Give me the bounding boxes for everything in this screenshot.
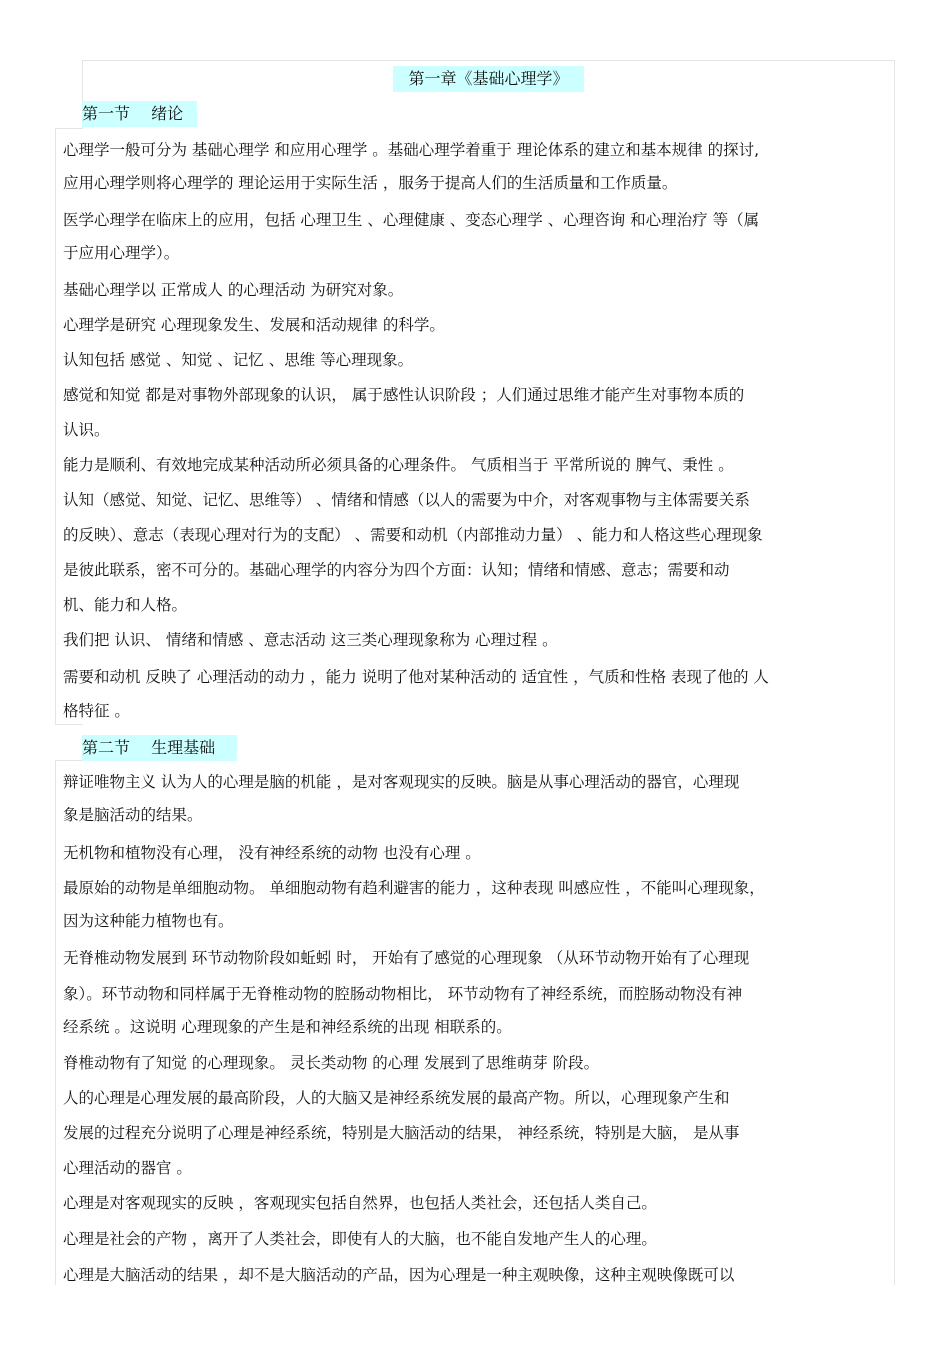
frame-corner <box>55 760 83 761</box>
chapter-title: 第一章《基础心理学》 <box>393 66 584 92</box>
body-line: 最原始的动物是单细胞动物。 单细胞动物有趋利避害的能力 ，这种表现 叫感应性 ，不能叫心理现象， <box>63 879 765 897</box>
frame-corner <box>55 128 83 129</box>
section-heading: 第二节 生理基础 <box>82 735 237 761</box>
frame-corner <box>55 724 83 725</box>
body-line: 心理活动的器官 。 <box>63 1159 192 1177</box>
body-line: 我们把 认识、 情绪和情感 、意志活动 这三类心理现象称为 心理过程 。 <box>63 631 558 649</box>
body-line: 能力是顺利、有效地完成某种活动所必须具备的心理条件。 气质相当于 平常所说的 脾气、秉性 。 <box>63 456 734 474</box>
body-line: 因为这种能力植物也有。 <box>63 912 234 930</box>
body-line: 感觉和知觉 都是对事物外部现象的认识， 属于感性认识阶段 ；人们通过思维才能产生对事物本质的 <box>63 386 745 404</box>
body-line: 机、能力和人格。 <box>63 596 188 614</box>
body-line: 象是脑活动的结果。 <box>63 806 203 824</box>
body-line: 医学心理学在临床上的应用，包括 心理卫生 、心理健康 、变态心理学 、心理咨询 和心理治疗 等（属 <box>63 211 760 229</box>
body-line: 心理是大脑活动的结果 ，却不是大脑活动的产品，因为心理是一种主观映像，这种主观映像既可以 <box>63 1266 735 1284</box>
body-line: 经系统 。这说明 心理现象的产生是和神经系统的出现 相联系的。 <box>63 1018 512 1036</box>
body-line: 心理是对客观现实的反映 ，客观现实包括自然界，也包括人类社会，还包括人类自己。 <box>63 1194 657 1212</box>
body-line: 象）。环节动物和同样属于无脊椎动物的腔肠动物相比， 环节动物有了神经系统，而腔肠动物没有神 <box>63 985 743 1003</box>
body-line: 发展的过程充分说明了心理是神经系统，特别是大脑活动的结果， 神经系统，特别是大脑， 是从事 <box>63 1124 740 1142</box>
body-line: 心理是社会的产物 ，离开了人类社会，即使有人的大脑，也不能自发地产生人的心理。 <box>63 1230 657 1248</box>
body-line: 格特征 。 <box>63 702 130 720</box>
frame-left-border <box>55 128 56 724</box>
body-line: 无机物和植物没有心理， 没有神经系统的动物 也没有心理 。 <box>63 844 481 862</box>
frame-top-border <box>82 60 895 61</box>
body-line: 无脊椎动物发展到 环节动物阶段如蚯蚓 时， 开始有了感觉的心理现象 （从环节动物开始有了心理现 <box>63 949 750 967</box>
section-heading: 第一节 绪论 <box>82 101 197 127</box>
frame-left-border <box>55 760 56 1285</box>
body-line: 人的心理是心理发展的最高阶段，人的大脑又是神经系统发展的最高产物。所以，心理现象产生和 <box>63 1089 730 1107</box>
body-line: 基础心理学以 正常成人 的心理活动 为研究对象。 <box>63 281 404 299</box>
body-line: 心理学是研究 心理现象发生、发展和活动规律 的科学。 <box>63 316 445 334</box>
body-line: 的反映）、意志（表现心理对行为的支配） 、需要和动机（内部推动力量） 、能力和人格这些心理现象 <box>63 526 763 544</box>
body-line: 认知包括 感觉 、知觉 、记忆 、思维 等心理现象。 <box>63 351 414 369</box>
body-line: 应用心理学则将心理学的 理论运用于实际生活 ，服务于提高人们的生活质量和工作质量。 <box>63 174 678 192</box>
body-line: 辩证唯物主义 认为人的心理是脑的机能 ，是对客观现实的反映。脑是从事心理活动的器官，心理现 <box>63 773 740 791</box>
body-line: 需要和动机 反映了 心理活动的动力 ，能力 说明了他对某种活动的 适宜性 ，气质和性格 表现了他的 人 <box>63 668 769 686</box>
body-line: 心理学一般可分为 基础心理学 和应用心理学 。基础心理学着重于 理论体系的建立和基本规律 的探讨, <box>63 141 760 159</box>
body-line: 认知（感觉、知觉、记忆、思维等） 、情绪和情感（以人的需要为中介，对客观事物与主体需要关系 <box>63 491 750 509</box>
body-line: 脊椎动物有了知觉 的心理现象。 灵长类动物 的心理 发展到了思维萌芽 阶段。 <box>63 1054 600 1072</box>
body-line: 是彼此联系，密不可分的。基础心理学的内容分为四个方面：认知；情绪和情感、意志；需要和动 <box>63 561 730 579</box>
body-line: 于应用心理学）。 <box>63 244 180 262</box>
frame-right-border <box>894 60 895 1285</box>
body-line: 认识。 <box>63 421 110 439</box>
